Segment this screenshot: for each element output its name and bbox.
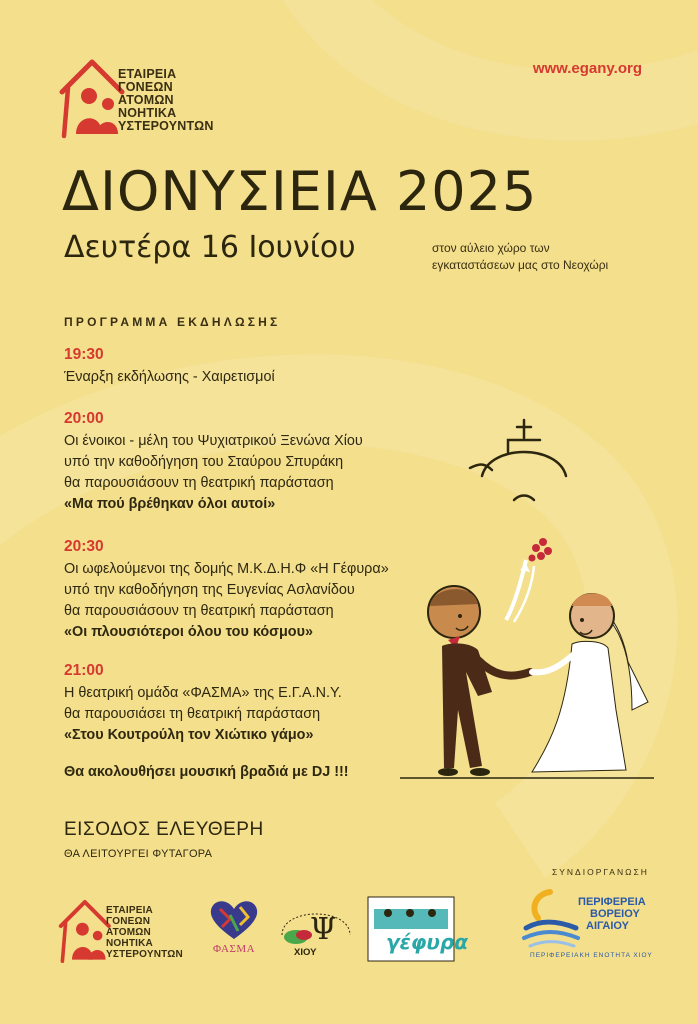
venue-line: στον αύλειο χώρο των	[432, 241, 550, 255]
org-name-line: ΝΟΗΤΙΚΑ	[118, 106, 177, 120]
org-name-line: ΥΣΤΕΡΟΥΝΤΩΝ	[106, 949, 183, 960]
program-line: θα παρουσιάσουν τη θεατρική παράσταση	[64, 603, 334, 619]
gefyra-badge-icon	[366, 895, 468, 963]
org-name-line: ΓΟΝΕΩΝ	[118, 80, 173, 94]
fasma-logo	[206, 895, 266, 965]
org-name	[106, 905, 183, 960]
program-time: 21:00	[64, 662, 104, 679]
groom-figure	[428, 586, 530, 776]
program-item	[64, 344, 275, 388]
play-title: «Μα πού βρέθηκαν όλοι αυτοί»	[64, 496, 276, 512]
program-item	[64, 660, 342, 746]
org-name	[118, 68, 214, 133]
xenonas-label: ΧΙΟΥ	[294, 947, 317, 958]
program-time: 19:30	[64, 346, 104, 363]
program-line: υπό την καθοδήγηση του Σταύρου Σπυράκη	[64, 454, 344, 470]
canteen-note: ΘΑ ΛΕΙΤΟΥΡΓΕΙ ΦΥΤΑΓΟΡΑ	[64, 848, 213, 860]
closing-note: Θα ακολουθήσει μουσική βραδιά με DJ !!!	[64, 764, 349, 780]
bouquet-icon	[506, 538, 552, 622]
gefyra-logo	[366, 895, 468, 963]
org-logo	[56, 54, 246, 140]
org-name-line: ΓΟΝΕΩΝ	[106, 916, 151, 927]
house-family-icon	[56, 54, 126, 140]
church-icon	[470, 420, 566, 500]
program-line: Έναρξη εκδήλωσης - Χαιρετισμοί	[64, 369, 275, 385]
program-line: Οι ένοικοι - μέλη του Ψυχιατρικού Ξενώνα Χίου	[64, 433, 363, 449]
event-venue	[432, 240, 608, 274]
psychiatric-hostel-logo	[268, 895, 364, 965]
program-line: θα παρουσιάσουν τη θεατρική παράσταση	[64, 475, 334, 491]
play-title: «Στου Κουτρούλη τον Χιώτικο γάμο»	[64, 727, 314, 743]
program-time: 20:00	[64, 410, 104, 427]
region-logo	[520, 882, 653, 962]
wedding-couple-illustration	[396, 410, 656, 790]
program-heading: ΠΡΟΓΡΑΜΜΑ ΕΚΔΗΛΩΣΗΣ	[64, 315, 281, 329]
org-name-line: ΑΤΟΜΩΝ	[106, 927, 151, 938]
fasma-label: ΦΑΣΜΑ	[213, 943, 256, 955]
website-link[interactable]: www.egany.org	[532, 60, 642, 77]
org-logo-footer	[56, 895, 216, 965]
program-time: 20:30	[64, 538, 104, 555]
org-name-line: ΕΤΑΙΡΕΙΑ	[106, 905, 153, 916]
gefyra-label: γέφυρα	[386, 930, 468, 954]
program-item	[64, 536, 389, 643]
region-name-line: ΠΕΡΙΦΕΡΕΙΑ	[578, 896, 646, 908]
region-subtitle: ΠΕΡΙΦΕΡΕΙΑΚΗ ΕΝΟΤΗΤΑ ΧΙΟΥ	[530, 952, 653, 959]
sun-wave-icon	[520, 882, 580, 952]
program-item	[64, 408, 363, 515]
region-name-line: ΑΙΓΑΙΟΥ	[586, 920, 630, 932]
event-date: Δευτέρα 16 Ιουνίου	[64, 230, 356, 265]
org-name-line: ΥΣΤΕΡΟΥΝΤΩΝ	[118, 119, 214, 133]
program-line: υπό την καθοδήγηση της Ευγενίας Ασλανίδου	[64, 582, 355, 598]
program-line: θα παρουσιάσει τη θεατρική παράσταση	[64, 706, 321, 722]
bride-figure	[532, 593, 648, 772]
program-line: Η θεατρική ομάδα «ΦΑΣΜΑ» της Ε.Γ.Α.Ν.Υ.	[64, 685, 342, 701]
event-title: ΔΙΟΝΥΣΙΕΙΑ 2025	[62, 160, 538, 223]
house-family-icon	[56, 895, 112, 965]
play-title: «Οι πλουσιότεροι όλου του κόσμου»	[64, 624, 313, 640]
heart-icon	[206, 895, 262, 943]
psi-icon	[268, 895, 364, 955]
free-entry-label: ΕΙΣΟΔΟΣ ΕΛΕΥΘΕΡΗ	[64, 819, 264, 840]
venue-line: εγκαταστάσεων μας στο Νεοχώρι	[432, 258, 609, 272]
region-name-line: ΒΟΡΕΙΟΥ	[590, 908, 640, 920]
coorganization-label: ΣΥΝΔΙΟΡΓΑΝΩΣΗ	[552, 867, 649, 877]
org-name-line: ΝΟΗΤΙΚΑ	[106, 938, 153, 949]
org-name-line: ΑΤΟΜΩΝ	[118, 93, 174, 107]
program-line: Οι ωφελούμενοι της δομής Μ.Κ.Δ.Η.Φ «Η Γέφυρα»	[64, 561, 389, 577]
org-name-line: ΕΤΑΙΡΕΙΑ	[118, 67, 177, 81]
svg-text:Ψ: Ψ	[310, 912, 337, 947]
